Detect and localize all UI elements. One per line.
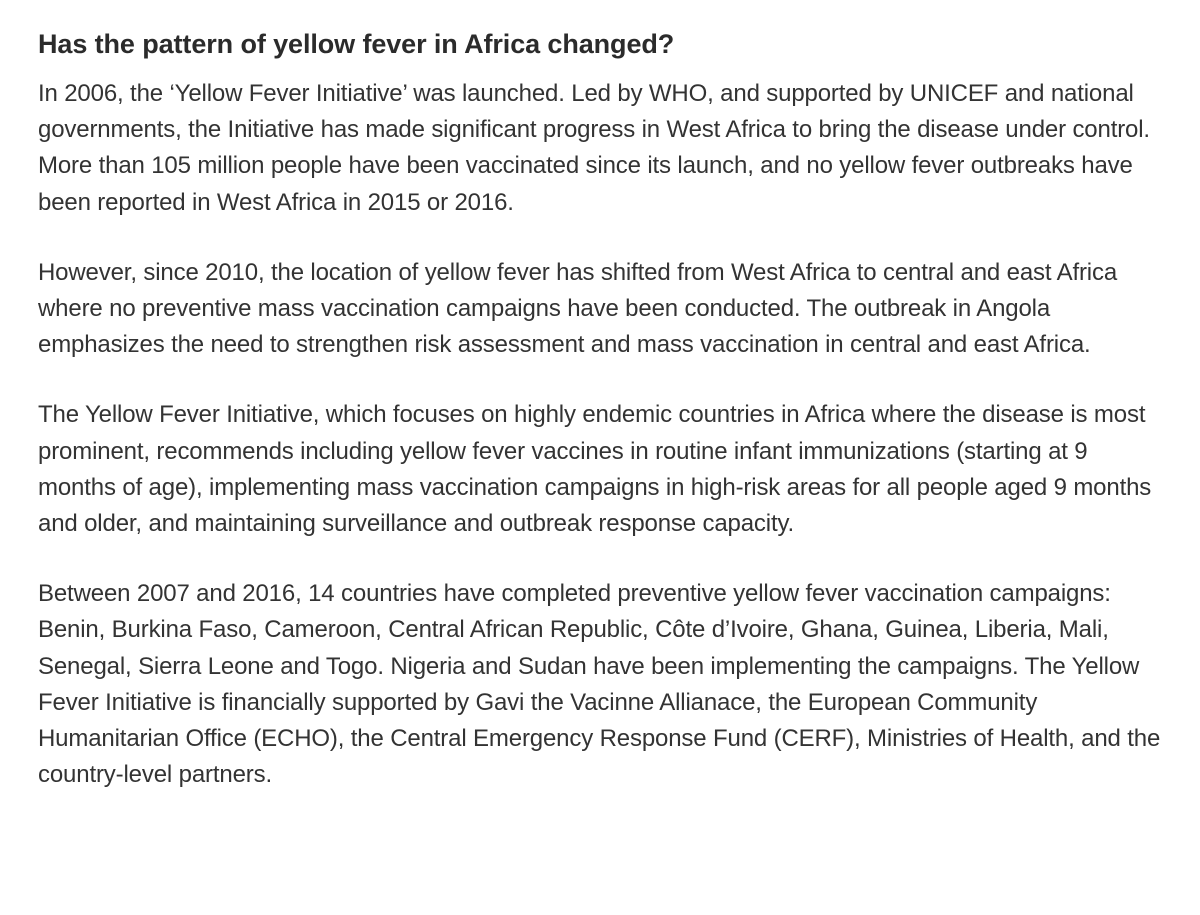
article-heading: Has the pattern of yellow fever in Africa changed? (38, 29, 675, 59)
article-paragraph-1: In 2006, the ‘Yellow Fever Initiative’ was launched. Led by WHO, and supported by UNICEF and national governments, the Initiative has made significant progress in West Africa to bring the disease under control. More than 105 million people have been vaccinated since its launch, and no yellow fever outbreaks have been reported in West Africa in 2015 or 2016. (38, 80, 1150, 216)
article-paragraph-4: Between 2007 and 2016, 14 countries have completed preventive yellow fever vaccination campaigns: Benin, Burkina Faso, Cameroon, Central African Republic, Côte d’Ivoire, Ghana, Guinea, Liberia, Mali, Senegal, Sierra Leone and Togo. Nigeria and Sudan have been implementing the campaigns. The Yellow Fever Initiative is financially supported by Gavi the Vacinne Allianace, the European Community Humanitarian Office (ECHO), the Central Emergency Response Fund (CERF), Ministries of Health, and the country-level partners. (38, 580, 1161, 789)
article-paragraph-2: However, since 2010, the location of yellow fever has shifted from West Africa to central and east Africa where no preventive mass vaccination campaigns have been conducted. The outbreak in Angola emphasizes the need to strengthen risk assessment and mass vaccination in central and east Africa. (38, 258, 1118, 359)
article-body (38, 76, 1170, 793)
article-paragraph-3: The Yellow Fever Initiative, which focuses on highly endemic countries in Africa where the disease is most prominent, recommends including yellow fever vaccines in routine infant immunizations (starting at 9 months of age), implementing mass vaccination campaigns in high-risk areas for all people aged 9 months and older, and maintaining surveillance and outbreak response capacity. (38, 401, 1152, 538)
